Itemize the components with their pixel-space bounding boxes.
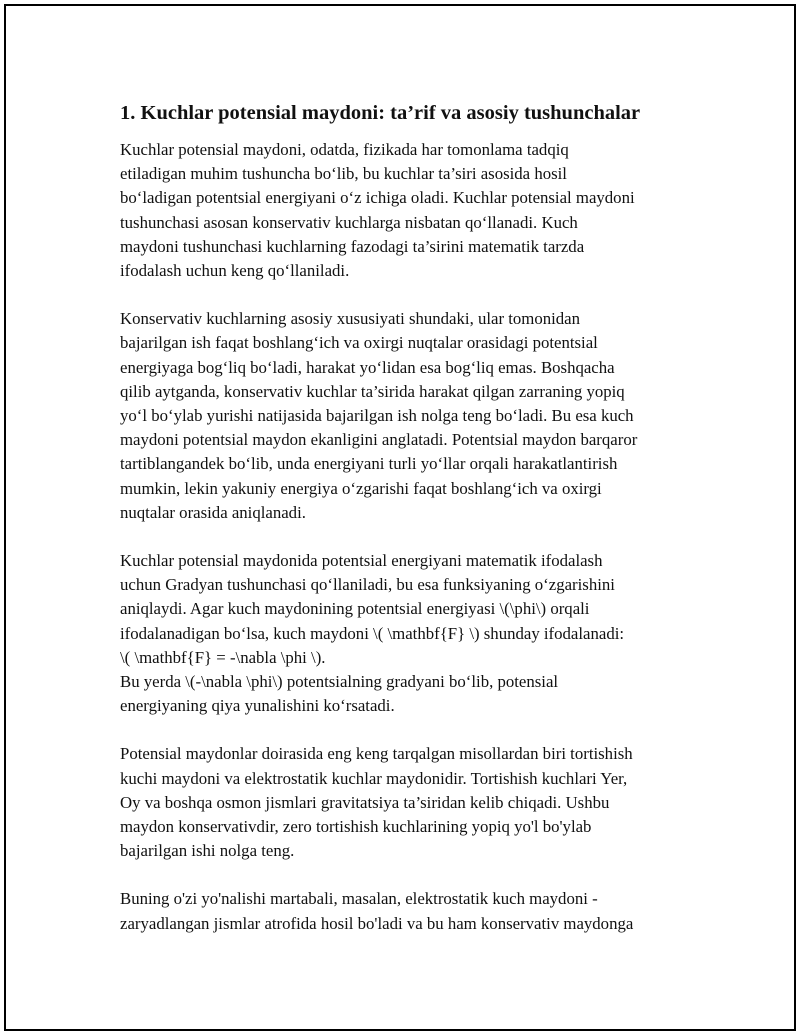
page-frame: [4, 4, 796, 1031]
section-heading: 1. Kuchlar potensial maydoni: ta’rif va asosiy tushunchalar: [120, 102, 641, 124]
paragraph-electrostatic: Buning o'zi yo'nalishi martabali, masalan, elektrostatik kuch maydoni - zaryadlangan jismlar atrofida hosil bo'ladi va bu ham konservativ maydonga: [120, 889, 634, 933]
paragraph-conservative-forces: Konservativ kuchlarning asosiy xususiyati shundaki, ular tomonidan bajarilgan ish faqat boshlang‘ich va oxirgi nuqtalar orasidagi potentsial energiyaga bog‘liq bo‘ladi, harakat yo‘lidan esa bog‘liq emas. Boshqacha qilib aytganda, konservativ kuchlar ta’sirida harakat qilgan zarraning yopiq yo‘l bo‘ylab yurishi natijasida bajarilgan ish nolga teng bo‘ladi. Bu esa kuch maydoni potentsial maydon ekanligini anglatadi. Potentsial maydon barqaror tartiblangandek bo‘lib, unda energiyani turli yo‘llar orqali harakatlantirish mumkin, lekin yakuniy energiya o‘zgarishi faqat boshlang‘ich va oxirgi nuqtalar orasida aniqlanadi.: [120, 309, 638, 522]
document-body: [120, 99, 700, 960]
paragraph-examples: Potensial maydonlar doirasida eng keng tarqalgan misollardan biri tortishish kuchi maydoni va elektrostatik kuchlar maydonidir. Tortishish kuchlari Yer, Oy va boshqa osmon jismlari gravitatsiya ta’siridan kelib chiqadi. Ushbu maydon konservativdir, zero tortishish kuchlarining yopiq yo'l bo'ylab bajarilgan ishi nolga teng.: [120, 744, 633, 861]
paragraph-definition: Kuchlar potensial maydoni, odatda, fizikada har tomonlama tadqiq etiladigan muhim tushuncha bo‘lib, bu kuchlar ta’siri asosida hosil bo‘ladigan potentsial energiyani o‘z ichiga oladi. Kuchlar potensial maydoni tushunchasi asosan konservativ kuchlarga nisbatan qo‘llanadi. Kuch maydoni tushunchasi kuchlarning fazodagi ta’sirini matematik tarzda ifodalash uchun keng qo‘llaniladi.: [120, 140, 635, 281]
paragraph-gradient: Kuchlar potensial maydonida potentsial energiyani matematik ifodalash uchun Gradyan tushunchasi qo‘llaniladi, bu esa funksiyaning o‘zgarishini aniqlaydi. Agar kuch maydonining potentsial energiyasi \(\phi\) orqali ifodalanadigan bo‘lsa, kuch maydoni \( \mathbf{F} \) shunday ifodalanadi: \( \mathbf{F} = -\nabla \phi \). Bu yerda \(-\nabla \phi\) potentsialning gradyani bo‘lib, potensial energiyaning qiya yunalishini ko‘rsatadi.: [120, 551, 625, 716]
